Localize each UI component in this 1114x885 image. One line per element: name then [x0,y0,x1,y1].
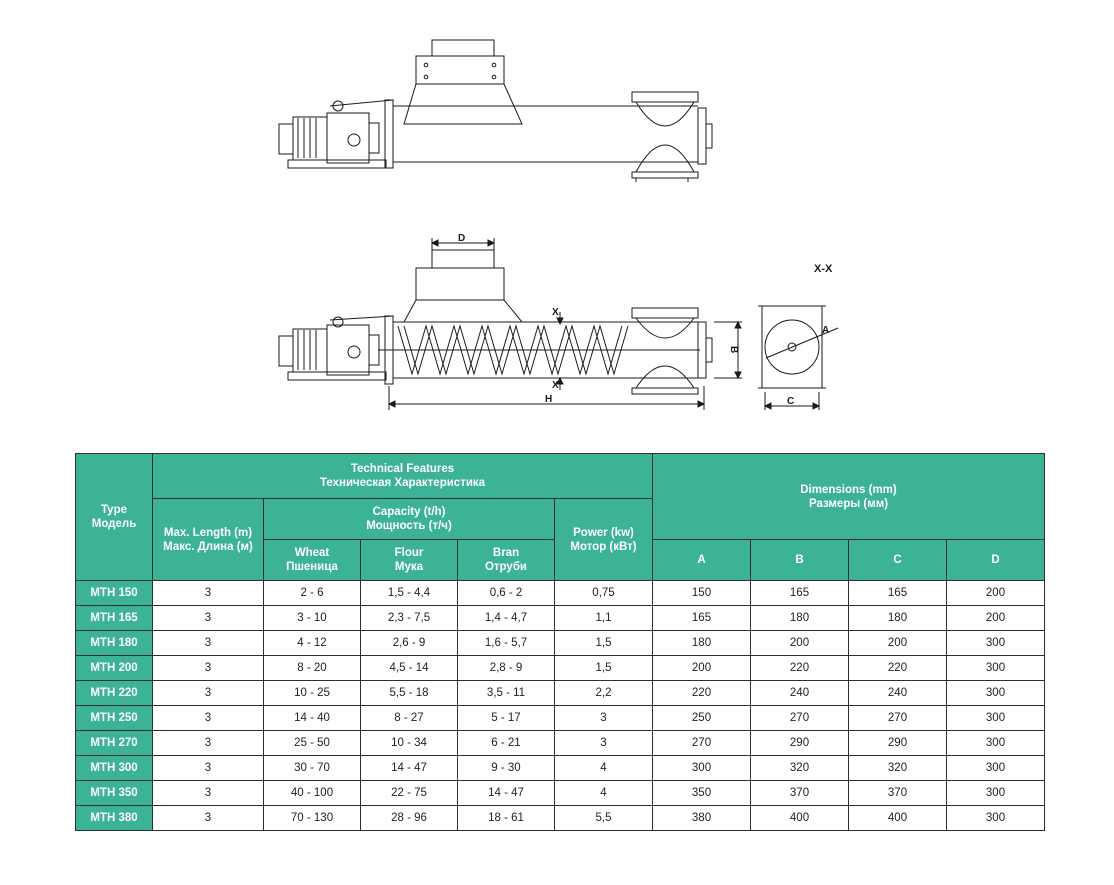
spec-table [75,453,1045,831]
col-header-technical-features [153,454,653,499]
cell-wheat: 8 - 20 [264,656,361,681]
cell-wheat: 4 - 12 [264,631,361,656]
cell-type: MTH 250 [76,706,153,731]
dim-label-x-bottom: X [552,380,559,391]
col-header-type-en: Type [101,504,127,516]
col-header-dim-c: C [849,540,947,581]
cell-d: 200 [947,581,1045,606]
col-header-dim-a: A [653,540,751,581]
cell-wheat: 25 - 50 [264,731,361,756]
cell-bran: 0,6 - 2 [458,581,555,606]
cell-type: MTH 220 [76,681,153,706]
cell-power: 4 [555,756,653,781]
cell-c: 400 [849,806,947,831]
cell-bran: 1,4 - 4,7 [458,606,555,631]
cell-a: 165 [653,606,751,631]
cell-c: 290 [849,731,947,756]
cell-power: 2,2 [555,681,653,706]
cell-flour: 2,3 - 7,5 [361,606,458,631]
cell-flour: 5,5 - 18 [361,681,458,706]
cell-c: 220 [849,656,947,681]
cell-length: 3 [153,781,264,806]
cell-b: 240 [751,681,849,706]
cell-d: 300 [947,656,1045,681]
col-header-flour-ru: Мука [394,561,424,573]
table-row [76,606,1045,631]
cell-c: 200 [849,631,947,656]
cell-bran: 9 - 30 [458,756,555,781]
cell-a: 200 [653,656,751,681]
dim-label-c: C [787,396,795,407]
cell-c: 320 [849,756,947,781]
col-header-maxlen-ru: Макс. Длина (м) [163,540,253,553]
cell-a: 350 [653,781,751,806]
table-row [76,681,1045,706]
cell-a: 150 [653,581,751,606]
table-row [76,756,1045,781]
cell-d: 300 [947,756,1045,781]
cell-power: 1,5 [555,631,653,656]
cell-power: 0,75 [555,581,653,606]
col-header-capacity [264,499,555,540]
col-header-maxlen-en: Max. Length (m) [163,526,253,539]
cell-length: 3 [153,606,264,631]
cell-type: MTH 300 [76,756,153,781]
cell-wheat: 30 - 70 [264,756,361,781]
cell-b: 290 [751,731,849,756]
col-header-power [555,499,653,581]
cell-bran: 14 - 47 [458,781,555,806]
table-row [76,631,1045,656]
cell-b: 370 [751,781,849,806]
table-row [76,781,1045,806]
table-row [76,581,1045,606]
cell-type: MTH 200 [76,656,153,681]
cell-power: 3 [555,731,653,756]
cell-d: 300 [947,806,1045,831]
col-header-power-en: Power (kw) [573,526,634,539]
cell-flour: 8 - 27 [361,706,458,731]
table-body [76,581,1045,831]
cell-length: 3 [153,656,264,681]
table-row [76,656,1045,681]
cell-type: MTH 180 [76,631,153,656]
cell-bran: 2,8 - 9 [458,656,555,681]
cell-a: 220 [653,681,751,706]
technical-drawings [0,0,1114,440]
col-header-dims-en: Dimensions (mm) [800,483,897,496]
col-header-dimensions [653,454,1045,540]
cell-flour: 1,5 - 4,4 [361,581,458,606]
col-header-dims-ru: Размеры (мм) [808,497,889,510]
cell-c: 165 [849,581,947,606]
cell-wheat: 70 - 130 [264,806,361,831]
col-header-wheat-en: Wheat [294,547,330,559]
cell-length: 3 [153,756,264,781]
cell-length: 3 [153,631,264,656]
table-row [76,706,1045,731]
cell-type: MTH 165 [76,606,153,631]
cell-power: 4 [555,781,653,806]
col-header-flour-en: Flour [394,547,424,559]
col-header-dim-b: B [751,540,849,581]
cell-c: 240 [849,681,947,706]
cell-b: 270 [751,706,849,731]
col-header-bran [458,540,555,581]
col-header-capacity-ru: Мощность (т/ч) [366,520,452,532]
dim-label-b: B [728,346,739,354]
cross-section-view [758,306,838,410]
col-header-wheat [264,540,361,581]
conveyor-exterior-view [279,40,712,182]
cell-b: 180 [751,606,849,631]
cell-d: 200 [947,606,1045,631]
cell-b: 220 [751,656,849,681]
col-header-type [76,454,153,581]
dim-label-d: D [458,233,466,244]
cell-bran: 3,5 - 11 [458,681,555,706]
dim-label-h: H [545,394,553,405]
cell-wheat: 2 - 6 [264,581,361,606]
cell-flour: 14 - 47 [361,756,458,781]
cell-type: MTH 150 [76,581,153,606]
col-header-tech-en: Technical Features [350,463,455,475]
cell-d: 300 [947,631,1045,656]
col-header-flour [361,540,458,581]
col-header-power-ru: Мотор (кВт) [570,540,637,553]
cell-bran: 5 - 17 [458,706,555,731]
cell-a: 180 [653,631,751,656]
col-header-type-ru: Модель [91,518,137,530]
cell-length: 3 [153,731,264,756]
cell-type: MTH 270 [76,731,153,756]
col-header-dim-d: D [947,540,1045,581]
section-label: X-X [814,263,833,275]
cell-b: 400 [751,806,849,831]
cell-b: 200 [751,631,849,656]
cell-bran: 6 - 21 [458,731,555,756]
cell-wheat: 3 - 10 [264,606,361,631]
cell-flour: 28 - 96 [361,806,458,831]
cell-a: 380 [653,806,751,831]
col-header-bran-en: Bran [492,547,520,559]
cell-wheat: 10 - 25 [264,681,361,706]
cell-bran: 18 - 61 [458,806,555,831]
col-header-max-length [153,499,264,581]
cell-power: 1,1 [555,606,653,631]
cell-power: 1,5 [555,656,653,681]
cell-a: 270 [653,731,751,756]
cell-c: 270 [849,706,947,731]
cell-a: 250 [653,706,751,731]
col-header-tech-ru: Техническая Характеристика [319,477,486,489]
cell-flour: 4,5 - 14 [361,656,458,681]
cell-flour: 2,6 - 9 [361,631,458,656]
cell-c: 180 [849,606,947,631]
col-header-bran-ru: Отруби [484,561,528,573]
cell-b: 320 [751,756,849,781]
dim-label-a: A [822,325,830,336]
cell-length: 3 [153,681,264,706]
cell-wheat: 40 - 100 [264,781,361,806]
cell-wheat: 14 - 40 [264,706,361,731]
col-header-wheat-ru: Пшеница [286,561,338,573]
cell-c: 370 [849,781,947,806]
conveyor-section-view [279,238,742,410]
cell-length: 3 [153,581,264,606]
dim-label-x-top: X [552,307,559,318]
cell-b: 165 [751,581,849,606]
cell-d: 300 [947,706,1045,731]
cell-power: 3 [555,706,653,731]
table-row [76,731,1045,756]
cell-d: 300 [947,781,1045,806]
cell-power: 5,5 [555,806,653,831]
cell-d: 300 [947,731,1045,756]
cell-length: 3 [153,806,264,831]
cell-bran: 1,6 - 5,7 [458,631,555,656]
cell-type: MTH 380 [76,806,153,831]
cell-d: 300 [947,681,1045,706]
cell-length: 3 [153,706,264,731]
col-header-capacity-en: Capacity (t/h) [372,506,446,518]
table-row [76,806,1045,831]
cell-a: 300 [653,756,751,781]
cell-type: MTH 350 [76,781,153,806]
cell-flour: 10 - 34 [361,731,458,756]
cell-flour: 22 - 75 [361,781,458,806]
